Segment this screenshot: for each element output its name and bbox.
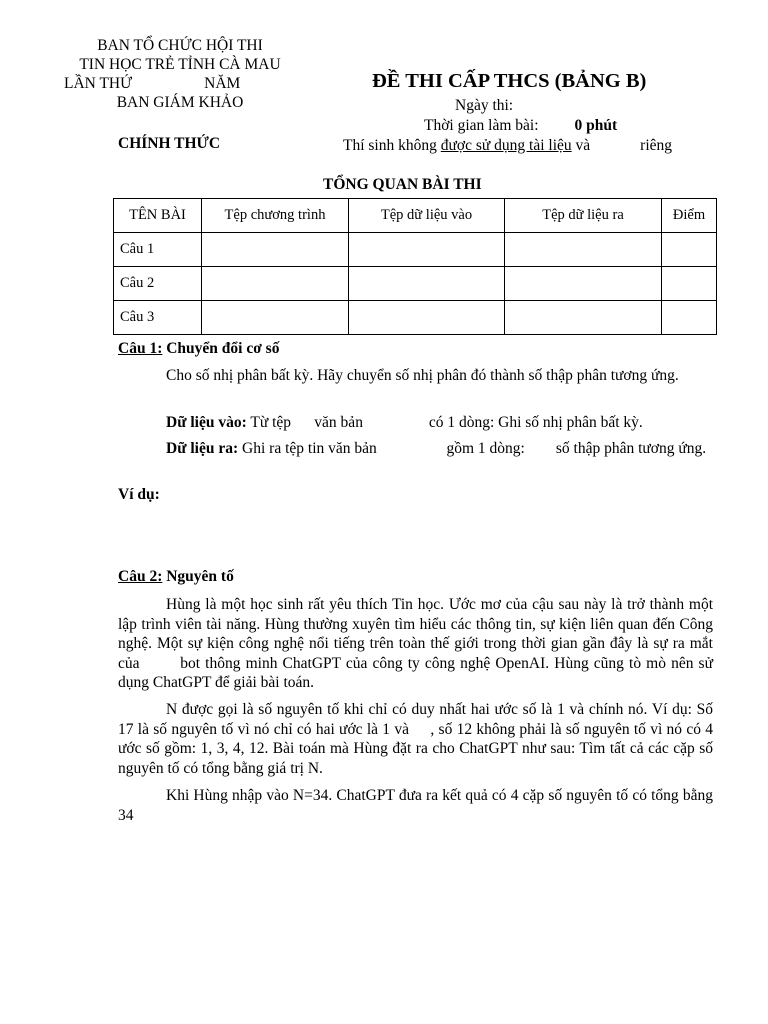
table-cell	[505, 233, 662, 267]
q1-label: Câu 1:	[118, 340, 163, 357]
note-part-1: Thí sinh không	[343, 137, 441, 154]
table-row	[114, 233, 717, 267]
q1-input-text: Từ tệp văn bản có 1 dòng: Ghi số nhị phân bất kỳ.	[246, 414, 643, 431]
overview-table	[113, 198, 717, 335]
table-cell	[662, 267, 717, 301]
table-cell	[349, 233, 505, 267]
table-cell	[662, 233, 717, 267]
exam-title: ĐỀ THI CẤP THCS (BẢNG B)	[372, 70, 647, 92]
q2-label: Câu 2:	[118, 568, 163, 585]
table-cell	[202, 267, 349, 301]
year-label: NĂM	[204, 75, 241, 92]
note-part-2: và	[571, 137, 591, 154]
column-header: Tệp dữ liệu vào	[349, 199, 505, 233]
table-cell	[202, 301, 349, 335]
official-label: CHÍNH THỨC	[118, 135, 221, 152]
q1-paragraph-1	[118, 366, 713, 386]
table-cell: Câu 3	[114, 301, 202, 335]
q2-text-2: N được gọi là số nguyên tố khi chỉ có duy nhất hai ước số là 1 và chính nó. Ví dụ: Số 17 là số nguyên tố vì nó chỉ có hai ước là 1 và , số 12 không phải là số nguyên tố vì nó có 4 ước số gồm: 1, 3, 4, 12. Bài toán mà Hùng đặt ra cho ChatGPT như sau: Tìm tất cả các cặp số nguyên tố có tổng bằng giá trị N.	[118, 701, 717, 777]
q1-heading	[118, 340, 279, 358]
table-row	[114, 267, 717, 301]
table-row	[114, 301, 717, 335]
table-header-row	[114, 199, 717, 233]
column-header: Tệp chương trình	[202, 199, 349, 233]
organizer-line-2: TIN HỌC TRẺ TỈNH CÀ MAU	[79, 56, 281, 73]
organizer-line-3	[50, 74, 310, 93]
table-cell: Câu 2	[114, 267, 202, 301]
q2-paragraph-3	[118, 786, 713, 825]
q1-example-label: Ví dụ:	[118, 486, 160, 503]
q2-heading	[118, 568, 234, 586]
column-header: Điểm	[662, 199, 717, 233]
table-cell	[662, 301, 717, 335]
organizer-block	[50, 36, 310, 112]
organizer-line-1: BAN TỔ CHỨC HỘI THI	[97, 37, 263, 54]
note-underlined: được sử dụng tài liệu	[440, 137, 572, 154]
q2-text-3: Khi Hùng nhập vào N=34. ChatGPT đưa ra kết quả có 4 cặp số nguyên tố có tổng bằng 34	[118, 787, 713, 824]
table-cell	[349, 301, 505, 335]
overview-title: TỔNG QUAN BÀI THI	[323, 176, 482, 193]
note-part-3: riêng	[640, 137, 673, 154]
column-header: TÊN BÀI	[114, 199, 202, 233]
table-cell	[505, 301, 662, 335]
column-header: Tệp dữ liệu ra	[505, 199, 662, 233]
exam-note	[343, 137, 672, 155]
q1-output-label: Dữ liệu ra:	[166, 440, 239, 457]
duration-value: 0 phút	[574, 117, 618, 134]
q2-paragraph-2	[118, 700, 717, 778]
table-cell: Câu 1	[114, 233, 202, 267]
table-cell	[202, 233, 349, 267]
duration-label: Thời gian làm bài:	[424, 117, 539, 134]
exam-date: Ngày thi:	[455, 97, 514, 114]
q1-input-line	[118, 413, 713, 433]
q1-output-text: Ghi ra tệp tin văn bản gồm 1 dòng: số thập phân tương ứng.	[238, 440, 707, 457]
q1-title: Chuyển đổi cơ số	[162, 340, 280, 357]
q2-text-1: Hùng là một học sinh rất yêu thích Tin học. Ước mơ của cậu sau này là trở thành một lập trình viên tài năng. Hùng thường xuyên tìm hiểu các thông tin, sự kiện liên quan đến Công nghệ. Một sự kiện công nghệ nổi tiếng trên toàn thế giới trong thời gian gần đây là sự ra mắt của bot thông minh ChatGPT của công ty công nghệ OpenAI. Hùng cũng tò mò nên sử dụng ChatGPT để giải bài toán.	[118, 596, 717, 691]
exam-duration	[424, 117, 617, 135]
q1-text: Cho số nhị phân bất kỳ. Hãy chuyển số nhị phân đó thành số thập phân tương ứng.	[166, 367, 679, 384]
q1-input-label: Dữ liệu vào:	[166, 414, 247, 431]
q2-paragraph-1	[118, 595, 717, 693]
q1-output-line	[118, 439, 713, 459]
edition-label: LẦN THỨ	[64, 75, 133, 92]
table-cell	[505, 267, 662, 301]
table-cell	[349, 267, 505, 301]
q2-title: Nguyên tố	[162, 568, 234, 585]
organizer-line-4: BAN GIÁM KHẢO	[116, 94, 244, 111]
